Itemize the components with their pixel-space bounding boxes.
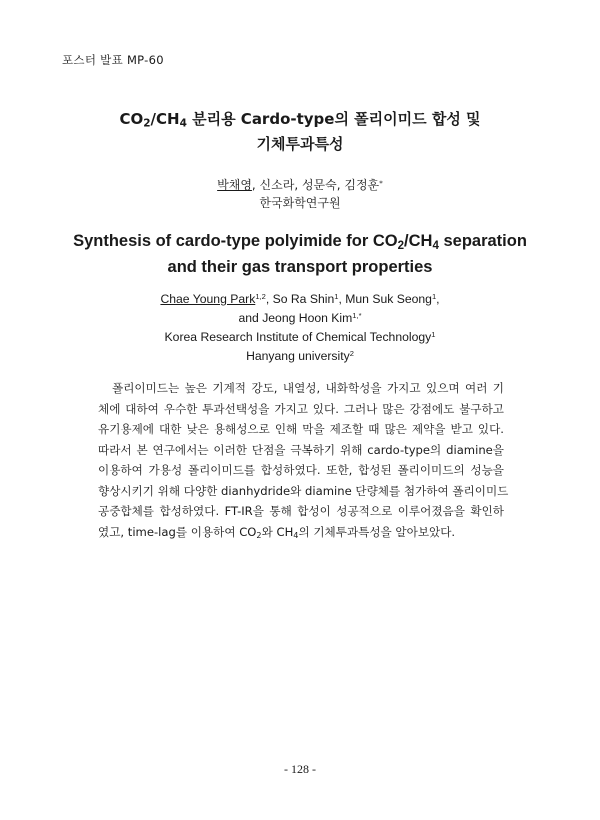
abstract-line-7: 공중합체를 합성하였다. FT-IR을 통해 합성이 성공적으로 이루어졌음을 확인하: [98, 504, 504, 518]
abstract-line-8: 였고, time-lag를 이용하여 $CO_2$와 $CH_4$의 기체투과특성을 알아보았다.: [98, 524, 456, 540]
abstract-line-6: 향상시키기 위해 다양한 dianhydride와 diamine 단량체를 첨가하여 폴리이미드: [98, 483, 509, 498]
english-affiliation-1: Korea Research Institute of Chemical Technology$^1$: [164, 330, 436, 344]
corresponding-mark-ko: *: [379, 178, 383, 188]
korean-title: [0, 107, 600, 157]
english-title-line-1: Synthesis of cardo-type polyimide for $CO_2/CH_4$ separation: [73, 232, 527, 252]
english-authors-line-1: Chae Young Park$^{1,2}$, So Ra Shin$^1$, Mun Suk Seong$^1$,: [160, 292, 440, 306]
english-authors-line-2: and Jeong Hoon Kim$^{1,*}$: [238, 311, 362, 325]
abstract-line-1: 폴리이미드는 높은 기계적 강도, 내열성, 내화학성을 가지고 있으며 여러 기: [112, 381, 504, 395]
english-affiliation-2: Hanyang university$^2$: [246, 349, 354, 363]
abstract-line-5: 이용하여 가용성 폴리이미드를 합성하였다. 또한, 합성된 폴리이미드의 성능을: [98, 463, 504, 477]
abstract-line-2: 체에 대하여 우수한 투과선택성을 가지고 있다. 그러나 많은 강점에도 불구하고: [98, 401, 504, 416]
korean-title-line-1: $CO_2/CH_4$ 분리용 Cardo-type의 폴리이미드 합성 및: [119, 110, 481, 130]
abstract-body: [98, 378, 509, 542]
english-title: [0, 228, 600, 280]
presenting-author-en: Chae Young Park: [160, 292, 256, 306]
session-label: 포스터 발표 MP-60: [62, 53, 164, 67]
korean-affiliation: 한국화학연구원: [259, 196, 341, 210]
english-authors-block: [0, 290, 600, 366]
presenting-author-ko: 박채영: [217, 178, 252, 192]
korean-authors: 박채영, 신소라, 성문숙, 김정훈*: [217, 178, 383, 192]
korean-authors-block: [0, 176, 600, 212]
english-title-line-2: and their gas transport properties: [167, 258, 433, 276]
page-number: - 128 -: [284, 762, 316, 776]
korean-title-line-2: 기체투과특성: [256, 135, 344, 153]
abstract-line-3: 유기용제에 대한 낮은 용해성으로 인해 막을 제조할 때 많은 제약을 받고 있다.: [98, 422, 504, 436]
abstract-line-4: 따라서 본 연구에서는 이러한 단점을 극복하기 위해 cardo-type의 diamine을: [98, 442, 504, 457]
